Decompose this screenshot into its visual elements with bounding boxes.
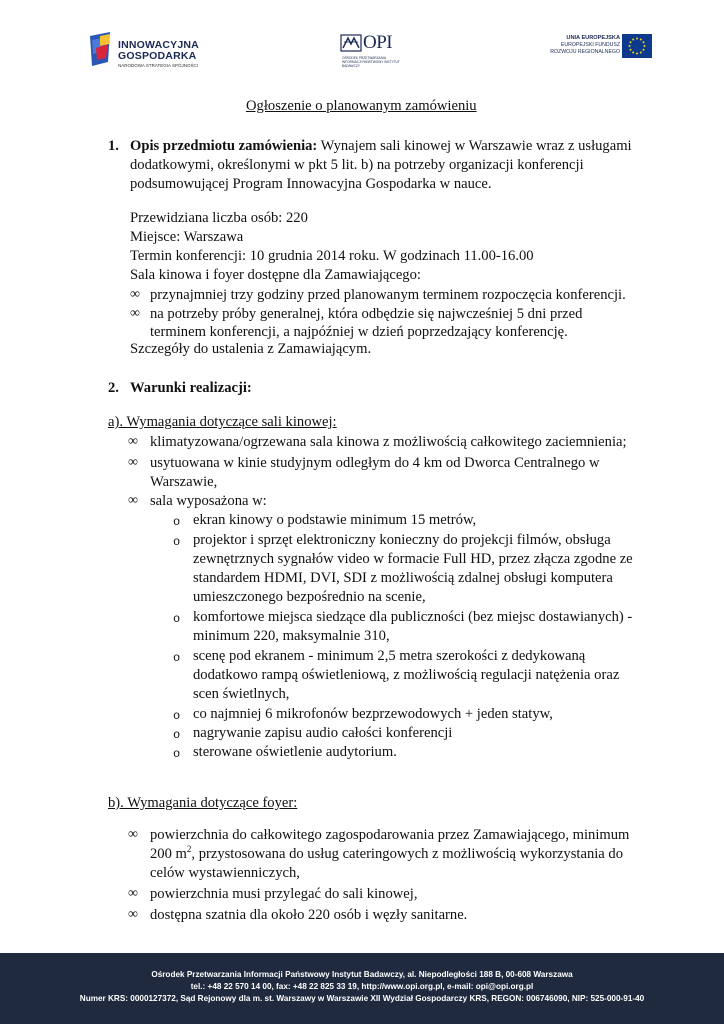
document-title: Ogłoszenie o planowanym zamówieniu [246,98,477,114]
infinity-bullet-icon: ∞ [128,455,138,470]
hall-requirement: sala wyposażona w: [150,493,267,509]
equipment-item-cont: dodatkowo rampą oświetleniową, z możliwością regulacji natężenia oraz [193,667,620,683]
circle-bullet-icon: o [173,651,181,665]
equipment-item: nagrywanie zapisu audio całości konferencji [193,725,453,741]
equipment-item-cont: umieszczonego bezpośrednio na scenie, [193,589,426,605]
availability-item: na potrzeby próby generalnej, która odbędzie się najwcześniej 5 dni przed [150,306,583,322]
foyer-requirement: powierzchnia musi przylegać do sali kinowej, [150,886,418,902]
eu-logo-line1: UNIA EUROPEJSKA [566,35,620,41]
hall-requirement-cont: Warszawie, [150,474,218,490]
conference-date: Termin konferencji: 10 grudnia 2014 roku. W godzinach 11.00-16.00 [130,248,534,264]
eu-logo-line2: EUROPEJSKI FUNDUSZ [560,42,620,48]
infinity-bullet-icon: ∞ [130,287,140,302]
availability-item-cont: terminem konferencji, a najpóźniej w dzień poprzedzający konferencję. [150,324,568,340]
equipment-item: co najmniej 6 mikrofonów bezprzewodowych + jeden statyw, [193,706,553,722]
logo-ig-line1: INNOWACYJNA [118,39,199,51]
circle-bullet-icon: o [173,709,181,723]
page-header [0,0,724,95]
section1-heading: Opis przedmiotu zamówienia: [130,138,318,154]
equipment-item: projektor i sprzęt elektroniczny konieczny do projekcji filmów, obsługa [193,532,611,548]
equipment-item-cont: minimum 220, maksymalnie 310, [193,628,390,644]
equipment-item: komfortowe miejsca siedzące dla publiczności (bez miejsc dostawianych) - [193,609,633,625]
section1-line1 [130,137,632,156]
opi-mark-icon [340,34,362,52]
subsection-a-heading: a). Wymagania dotyczące sali kinowej: [108,414,337,430]
circle-bullet-icon: o [173,747,181,761]
eu-flag-icon [622,34,652,58]
foyer-area-rest: , przystosowana do usług cateringowych z możliwością wykorzystania do [191,846,624,862]
footer-contact: tel.: +48 22 570 14 00, fax: +48 22 825 33 19, http://www.opi.org.pl, e-mail: opi@opi.org.pl [190,982,534,991]
foyer-area-value: 200 m [150,846,187,862]
persons-count: Przewidziana liczba osób: 220 [130,210,308,226]
section2-number: 2. [108,380,119,396]
circle-bullet-icon: o [173,515,181,529]
infinity-bullet-icon: ∞ [128,434,138,449]
section2-heading: Warunki realizacji: [130,380,252,396]
equipment-item: scenę pod ekranem - minimum 2,5 metra szerokości z dedykowaną [193,648,586,664]
equipment-item: ekran kinowy o podstawie minimum 15 metrów, [193,512,477,528]
circle-bullet-icon: o [173,728,181,742]
opi-logo-text: OPI [363,32,393,53]
opi-logo-subtext: OŚRODEK PRZETWARZANIA INFORMACJI PAŃSTWOWY INSTYTUT BADAWCZY [342,56,400,68]
innowacyjna-gospodarka-flag-icon [88,32,114,66]
hall-requirement: usytuowana w kinie studyjnym odległym do 4 km od Dworca Centralnego w [150,455,600,471]
hall-requirement: klimatyzowana/ogrzewana sala kinowa z możliwością całkowitego zaciemnienia; [150,434,627,450]
infinity-bullet-icon: ∞ [128,907,138,922]
foyer-requirement-cont [150,845,623,864]
footer-registry: Numer KRS: 0000127372, Sąd Rejonowy dla m. st. Warszawy w Warszawie XII Wydział Gospodarczy KRS, REGON: 006746090, NIP: 525-000-91-40 [79,994,645,1003]
place: Miejsce: Warszawa [130,229,244,245]
section1-line3: podsumowującej Program Innowacyjna Gospodarka w nauce. [130,176,492,192]
footer-address: Ośrodek Przetwarzania Informacji Państwowy Instytut Badawczy, al. Niepodległości 188 B, 00-608 Warszawa [151,970,573,979]
circle-bullet-icon: o [173,612,181,626]
infinity-bullet-icon: ∞ [128,886,138,901]
eu-logo-line3: ROZWOJU REGIONALNEGO [550,49,620,55]
eu-logo [532,33,652,67]
equipment-item-cont: scen świetlnych, [193,686,290,702]
section1-number: 1. [108,138,119,154]
section1-line2: dodatkowymi, określonymi w pkt 5 lit. b) na potrzeby organizacji konferencji [130,157,584,173]
foyer-requirement: powierzchnia do całkowitego zagospodarowania przez Zamawiającego, minimum [150,827,630,843]
page-footer [0,953,724,1024]
circle-bullet-icon: o [173,535,181,549]
availability-item: przynajmniej trzy godziny przed planowanym terminem rozpoczęcia konferencji. [150,287,626,303]
subsection-b-heading: b). Wymagania dotyczące foyer: [108,795,298,811]
opi-logo [340,32,402,66]
infinity-bullet-icon: ∞ [130,306,140,321]
details-note: Szczegóły do ustalenia z Zamawiającym. [130,341,372,357]
equipment-item-cont: standardem HDMI, DVI, SDI z możliwością zdalnej obsługi komputera [193,570,613,586]
equipment-item: sterowane oświetlenie audytorium. [193,744,397,760]
infinity-bullet-icon: ∞ [128,827,138,842]
foyer-requirement-cont: celów wystawienniczych, [150,865,300,881]
innowacyjna-gospodarka-logo [88,30,208,72]
availability-heading: Sala kinowa i foyer dostępne dla Zamawiającego: [130,267,421,283]
section1-line1-rest: Wynajem sali kinowej w Warszawie wraz z usługami [320,138,632,154]
foyer-area-unit-exp: 2 [186,844,192,855]
logo-ig-line3: NARODOWA STRATEGIA SPÓJNOŚCI [118,63,199,68]
logo-ig-line2: GOSPODARKA [118,50,197,62]
equipment-item-cont: zewnętrznych sygnałów video w formacie Full HD, przez złącza zgodne ze [193,551,633,567]
foyer-requirement: dostępna szatnia dla około 220 osób i węzły sanitarne. [150,907,468,923]
infinity-bullet-icon: ∞ [128,493,138,508]
